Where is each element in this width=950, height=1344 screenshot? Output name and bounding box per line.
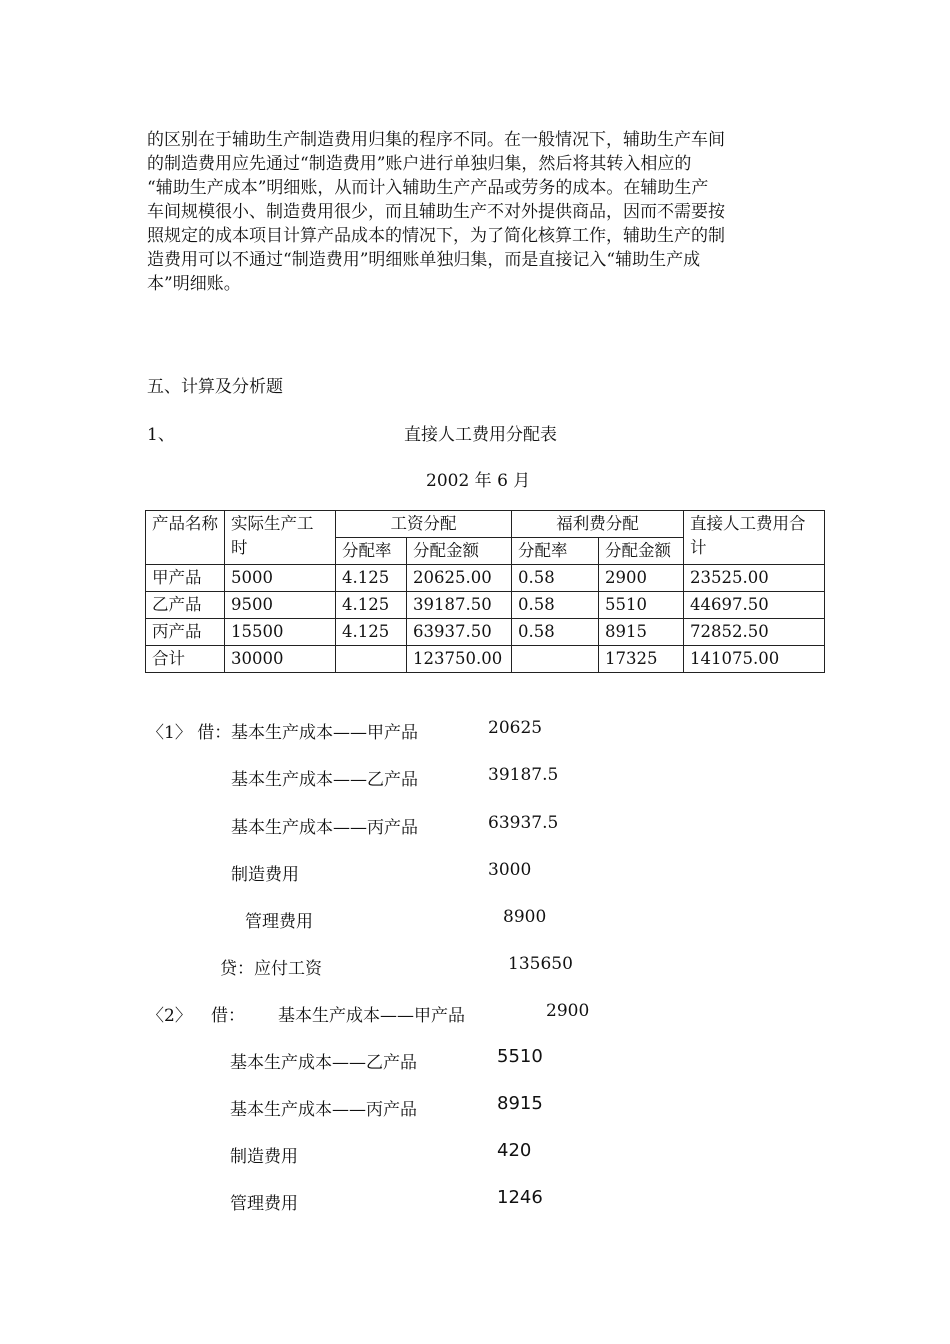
cell-welfare-amount: 8915 [599, 619, 684, 646]
cell-welfare-rate: 0.58 [512, 592, 599, 619]
paragraph-line: 车间规模很小、制造费用很少，而且辅助生产不对外提供商品，因而不需要按 [147, 202, 725, 222]
entry1-credit-account: 贷：应付工资 [220, 959, 322, 979]
paragraph-line: 的制造费用应先通过“制造费用”账户进行单独归集，然后将其转入相应的 [147, 154, 692, 174]
entry2-account: 管理费用 [230, 1194, 298, 1214]
cell-wage-amount: 63937.50 [407, 619, 512, 646]
table-row [146, 619, 825, 646]
entry1-account: 基本生产成本——甲产品 [231, 723, 418, 743]
cell-welfare-amount: 2900 [599, 565, 684, 592]
cell-product: 丙产品 [146, 619, 225, 646]
entry1-account: 管理费用 [245, 912, 313, 932]
paragraph-line: 造费用可以不通过“制造费用”明细账单独归集，而是直接记入“辅助生产成 [147, 250, 701, 270]
entry2-debit-label: 借： [211, 1006, 245, 1026]
header-total: 直接人工费用合计 [684, 511, 825, 565]
entry1-credit-amount: 135650 [508, 954, 573, 974]
cell-wage-rate [336, 646, 407, 673]
cell-welfare-amount: 5510 [599, 592, 684, 619]
entry2-account: 制造费用 [230, 1147, 298, 1167]
labor-cost-table [145, 510, 825, 673]
table-row [146, 565, 825, 592]
cell-product: 合计 [146, 646, 225, 673]
entry2-account: 基本生产成本——丙产品 [230, 1100, 417, 1120]
cell-welfare-rate: 0.58 [512, 619, 599, 646]
entry2-amount: 8915 [497, 1093, 543, 1114]
entry1-amount: 3000 [488, 860, 532, 880]
cell-hours: 9500 [225, 592, 336, 619]
table-row [146, 592, 825, 619]
cell-total: 72852.50 [684, 619, 825, 646]
table-title: 直接人工费用分配表 [404, 425, 557, 445]
cell-hours: 30000 [225, 646, 336, 673]
entry1-account: 基本生产成本——乙产品 [231, 770, 418, 790]
paragraph-line: “辅助生产成本”明细账，从而计入辅助生产产品或劳务的成本。在辅助生产 [147, 178, 709, 198]
entry2-amount: 420 [497, 1140, 532, 1161]
cell-product: 乙产品 [146, 592, 225, 619]
cell-welfare-rate [512, 646, 599, 673]
cell-welfare-amount: 17325 [599, 646, 684, 673]
header-product: 产品名称 [146, 511, 225, 565]
question-number: 1、 [147, 425, 175, 445]
cell-total: 23525.00 [684, 565, 825, 592]
cell-wage-amount: 123750.00 [407, 646, 512, 673]
entry1-amount: 63937.5 [488, 813, 559, 833]
cell-hours: 15500 [225, 619, 336, 646]
header-welfare-group: 福利费分配 [512, 511, 684, 538]
cell-welfare-rate: 0.58 [512, 565, 599, 592]
header-welfare-rate: 分配率 [512, 538, 599, 565]
paragraph-line: 照规定的成本项目计算产品成本的情况下，为了简化核算工作，辅助生产的制 [147, 226, 725, 246]
cell-wage-amount: 20625.00 [407, 565, 512, 592]
entry1-amount: 20625 [488, 718, 543, 738]
paragraph-line: 的区别在于辅助生产制造费用归集的程序不同。在一般情况下，辅助生产车间 [147, 130, 725, 150]
cell-wage-rate: 4.125 [336, 619, 407, 646]
cell-hours: 5000 [225, 565, 336, 592]
entry1-amount: 39187.5 [488, 765, 559, 785]
entry2-amount: 5510 [497, 1046, 543, 1067]
cell-wage-rate: 4.125 [336, 565, 407, 592]
entry1-amount: 8900 [503, 907, 547, 927]
cell-total: 141075.00 [684, 646, 825, 673]
table-date: 2002 年 6 月 [426, 471, 531, 491]
table-total-row [146, 646, 825, 673]
entry2-amount: 1246 [497, 1187, 543, 1208]
header-wage-amount: 分配金额 [407, 538, 512, 565]
entry1-label: 〈1〉 借： [147, 723, 232, 743]
entry1-account: 基本生产成本——丙产品 [231, 818, 418, 838]
header-wage-rate: 分配率 [336, 538, 407, 565]
cell-total: 44697.50 [684, 592, 825, 619]
cell-wage-rate: 4.125 [336, 592, 407, 619]
section-title: 五、计算及分析题 [147, 377, 283, 397]
cell-wage-amount: 39187.50 [407, 592, 512, 619]
entry1-account: 制造费用 [231, 865, 299, 885]
header-hours: 实际生产工时 [225, 511, 336, 565]
cell-product: 甲产品 [146, 565, 225, 592]
table-header-row [146, 511, 825, 538]
body-paragraph [147, 128, 807, 296]
entry2-account: 基本生产成本——乙产品 [230, 1053, 417, 1073]
header-welfare-amount: 分配金额 [599, 538, 684, 565]
entry2-number: 〈2〉 [147, 1006, 192, 1026]
entry2-account: 基本生产成本——甲产品 [278, 1006, 465, 1026]
entry2-amount: 2900 [546, 1001, 590, 1021]
header-wage-group: 工资分配 [336, 511, 512, 538]
paragraph-line: 本”明细账。 [147, 274, 241, 294]
